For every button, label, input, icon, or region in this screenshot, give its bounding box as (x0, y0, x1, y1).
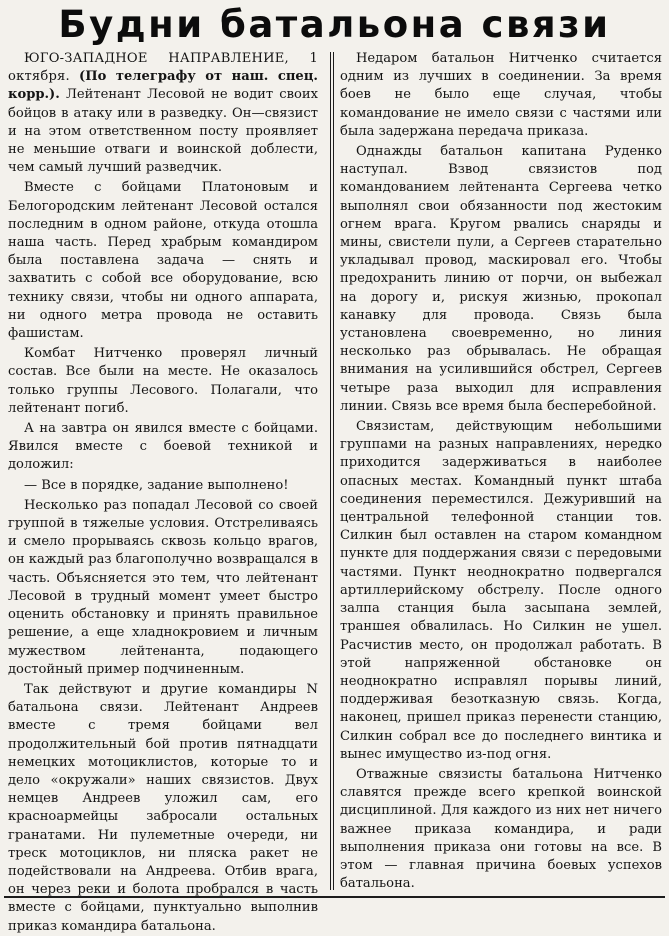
paragraph: Связистам, действующим небольшими группами на разных направлениях, нередко приходится задерживаться в наиболее опасных местах. Командный пункт штаба соединения переместился. Дежуривший на центральной телефонной станции тов. Силкин был оставлен на старом командном пункте для поддержания связи с передовыми частями. Пункт неоднократно подвергался артиллерийскому обстрелу. После одного залпа станция была засыпана землей, траншея обвалилась. Но Силкин не ушел. Расчистив место, он продолжал работать. В этой напряженной обстановке он неоднократно исправлял порывы линий, поддерживая безотказную связь. Когда, наконец, пришел приказ перенести станцию, Силкин собрал все до последнего винтика и вынес имущество из-под огня. (340, 419, 662, 762)
column-divider (330, 52, 331, 890)
article-column-right (340, 50, 662, 893)
paragraph-text: Лейтенант Лесовой не водит своих бойцов в атаку или в разведку. Он—связист и на этом ответственном посту проявляет не меньшие отваги и воинской доблести, чем самый лучший разведчик. (8, 87, 318, 176)
dateline: ЮГО-ЗАПАДНОЕ НАПРАВЛЕНИЕ, 1 октября. (8, 51, 318, 85)
byline: (По телеграфу от наш. спец. корр.). (8, 69, 318, 103)
paragraph: А на завтра он явился вместе с бойцами. Явился вместе с боевой техникой и доложил: (8, 421, 318, 473)
paragraph: Комбат Нитченко проверял личный состав. Все были на месте. Не оказалось только группы Лесового. Полагали, что лейтенант погиб. (8, 346, 318, 416)
paragraph: Так действуют и другие командиры N батальона связи. Лейтенант Андреев вместе с тремя бойцами вел продолжительный бой против пятнадцати немецких мотоциклистов, которые то и дело «окружали» наших связистов. Двух немцев Андреев уложил сам, его красноармейцы забросали остальных гранатами. Ни пулеметные очереди, ни треск мотоциклов, ни пляска ракет не подействовали на Андреева. Отбив врага, он через реки и болота пробрался в часть вместе с бойцами, пунктуально выполнив приказ командира батальона. (8, 681, 318, 934)
article-lead-paragraph (8, 50, 318, 177)
paragraph: Недаром батальон Нитченко считается одним из лучших в соединении. За время боев не было еще случая, чтобы командование не имело связи с частями или была задержана передача приказа. (340, 51, 662, 139)
paragraph: — Все в порядке, задание выполнено! (24, 477, 289, 493)
paragraph: Несколько раз попадал Лесовой со своей группой в тяжелые условия. Отстреливаясь и смело прорываясь сквозь кольцо врагов, он каждый раз благополучно возвращался в часть. Объясняется это тем, что лейтенант Лесовой в трудный момент умеет быстро оценить обстановку и принять правильное решение, а еще хладнокровием и личным мужеством лейтенанта, подающего достойный пример подчиненным. (8, 497, 318, 677)
column-divider (333, 52, 334, 890)
bottom-rule (4, 896, 665, 898)
paragraph: Вместе с бойцами Платоновым и Белогородским лейтенант Лесовой остался последним в одном районе, откуда отошла наша часть. Перед храбрым командиром была поставлена задача — снять и захватить с собой все оборудование, всю технику связи, чтобы ни одного аппарата, ни одного метра провода не оставить фашистам. (8, 180, 318, 342)
article-column-left (8, 50, 318, 934)
paragraph: Отважные связисты батальона Нитченко славятся прежде всего крепкой воинской дисциплиной. Для каждого из них нет ничего важнее приказа командира, и ради выполнения приказа они готовы на все. В этом — главная причина боевых успехов батальона. (340, 766, 662, 892)
article-headline: Будни батальона связи (58, 3, 611, 46)
paragraph: Однажды батальон капитана Руденко наступал. Взвод связистов под командованием лейтенанта Сергеева четко выполнял свои обязанности под жестоким огнем врага. Кругом рвались снаряды и мины, свистели пули, а Сергеев старательно укладывал провод, маскировал его. Чтобы предохранить линию от порчи, он выбежал на дорогу и, рискуя жизнью, прокопал канавку для провода. Связь была установлена своевременно, но линия несколько раз обрывалась. Не обращая внимания на усилившийся обстрел, Сергеев четыре раза выходил для исправления линии. Связь все время была бесперебойной. (340, 144, 662, 414)
